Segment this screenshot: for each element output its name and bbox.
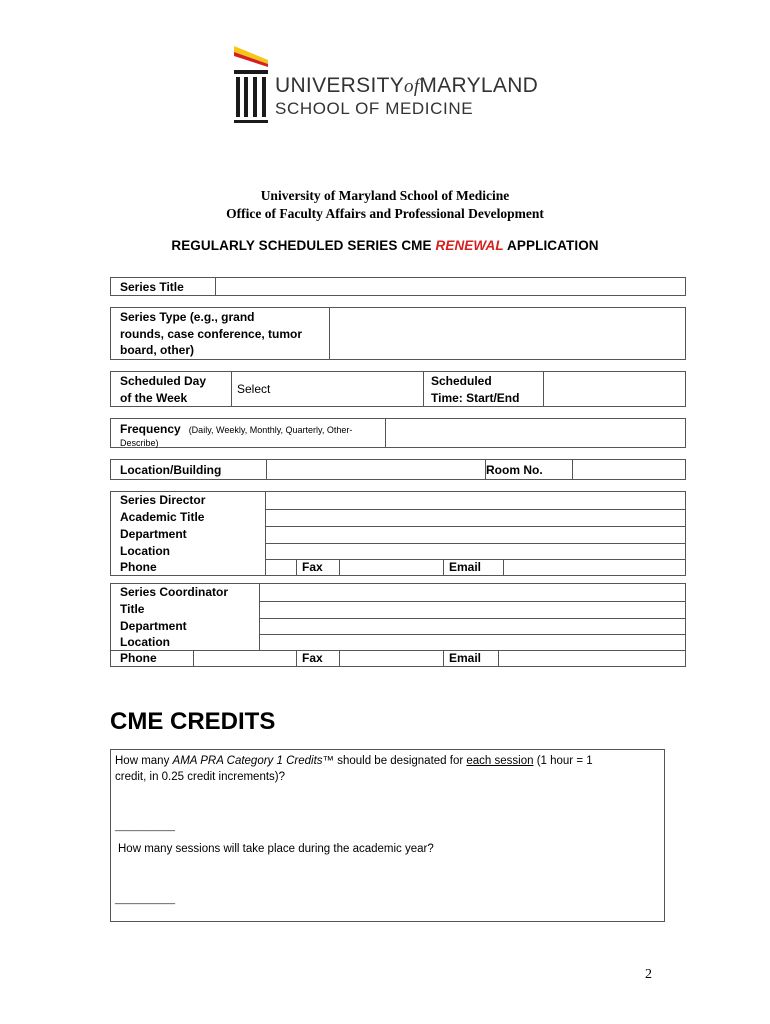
- director-location-field[interactable]: [267, 544, 685, 559]
- series-type-field[interactable]: [331, 308, 685, 359]
- coordinator-email-label: Email: [449, 651, 482, 665]
- page-number: 2: [645, 967, 652, 982]
- director-fax-label: Fax: [302, 560, 323, 574]
- scheduled-time-field[interactable]: [545, 372, 685, 406]
- coordinator-name-field[interactable]: [261, 584, 685, 600]
- logo-university-text: UNIVERSITYofMARYLAND: [275, 74, 539, 97]
- series-title-field[interactable]: [217, 278, 685, 295]
- cme-credits-heading: CME CREDITS: [110, 708, 276, 735]
- coordinator-location-label: Location: [120, 635, 170, 649]
- location-row: [110, 459, 686, 480]
- director-email-label: Email: [449, 560, 482, 574]
- scheduled-day-label: Scheduled Day of the Week: [120, 374, 207, 405]
- director-academic-title-field[interactable]: [267, 510, 685, 526]
- header-institution: University of Maryland School of Medicine: [260, 188, 510, 203]
- series-type-label: Series Type (e.g., grand rounds, case conference, tumor board, other): [120, 310, 303, 357]
- frequency-field[interactable]: [387, 419, 685, 447]
- series-coordinator-label: Series Coordinator: [120, 585, 229, 599]
- series-coordinator-block: [110, 583, 686, 667]
- room-number-field[interactable]: [574, 460, 685, 479]
- frequency-label: Frequency (Daily, Weekly, Monthly, Quarterly, Other- Describe): [120, 422, 353, 448]
- director-department-field[interactable]: [267, 527, 685, 543]
- logo-school-text: SCHOOL OF MEDICINE: [275, 99, 474, 118]
- director-email-field[interactable]: [505, 560, 685, 575]
- room-number-label: Room No.: [486, 463, 543, 477]
- location-building-field[interactable]: [268, 460, 486, 479]
- coordinator-email-field[interactable]: [500, 651, 685, 666]
- coordinator-location-field[interactable]: [261, 635, 685, 650]
- location-building-label: Location/Building: [120, 463, 222, 477]
- coordinator-title-label: Title: [120, 602, 145, 616]
- director-fax-field[interactable]: [341, 560, 451, 575]
- scheduled-day-select[interactable]: Select: [237, 382, 271, 396]
- scheduled-time-label: Scheduled Time: Start/End: [431, 374, 520, 405]
- logo-mark-icon: [234, 46, 268, 123]
- series-title-row: [110, 277, 686, 296]
- coordinator-department-field[interactable]: [261, 619, 685, 634]
- cme-credits-box: [110, 749, 665, 922]
- coordinator-department-label: Department: [120, 619, 187, 633]
- credits-per-session-blank[interactable]: ____________: [115, 821, 176, 831]
- cme-credits-question-2: How many sessions will take place during the academic year?: [118, 843, 434, 855]
- director-academic-title-label: Academic Title: [120, 510, 205, 524]
- coordinator-phone-label: Phone: [120, 651, 157, 665]
- cme-credits-question-1: How many AMA PRA Category 1 Credits™ should be designated for each session (1 hour = 1 credit, in 0.25 credit increments)?: [115, 755, 593, 783]
- director-location-label: Location: [120, 544, 170, 558]
- director-phone-field[interactable]: [267, 560, 295, 575]
- series-director-label: Series Director: [120, 493, 206, 507]
- coordinator-fax-field[interactable]: [341, 651, 441, 666]
- sessions-per-year-blank[interactable]: ____________: [115, 894, 176, 904]
- series-director-block: [110, 491, 686, 576]
- coordinator-phone-field[interactable]: [195, 651, 295, 666]
- series-type-row: [110, 307, 686, 360]
- coordinator-title-field[interactable]: [261, 602, 685, 618]
- series-title-label: Series Title: [120, 280, 184, 294]
- director-phone-label: Phone: [120, 560, 157, 574]
- director-department-label: Department: [120, 527, 187, 541]
- schedule-row: [110, 371, 686, 407]
- header-office: Office of Faculty Affairs and Professional Development: [226, 206, 544, 221]
- application-title: REGULARLY SCHEDULED SERIES CME RENEWAL APPLICATION: [171, 238, 599, 253]
- frequency-row: [110, 418, 686, 448]
- coordinator-fax-label: Fax: [302, 651, 323, 665]
- director-name-field[interactable]: [267, 492, 685, 508]
